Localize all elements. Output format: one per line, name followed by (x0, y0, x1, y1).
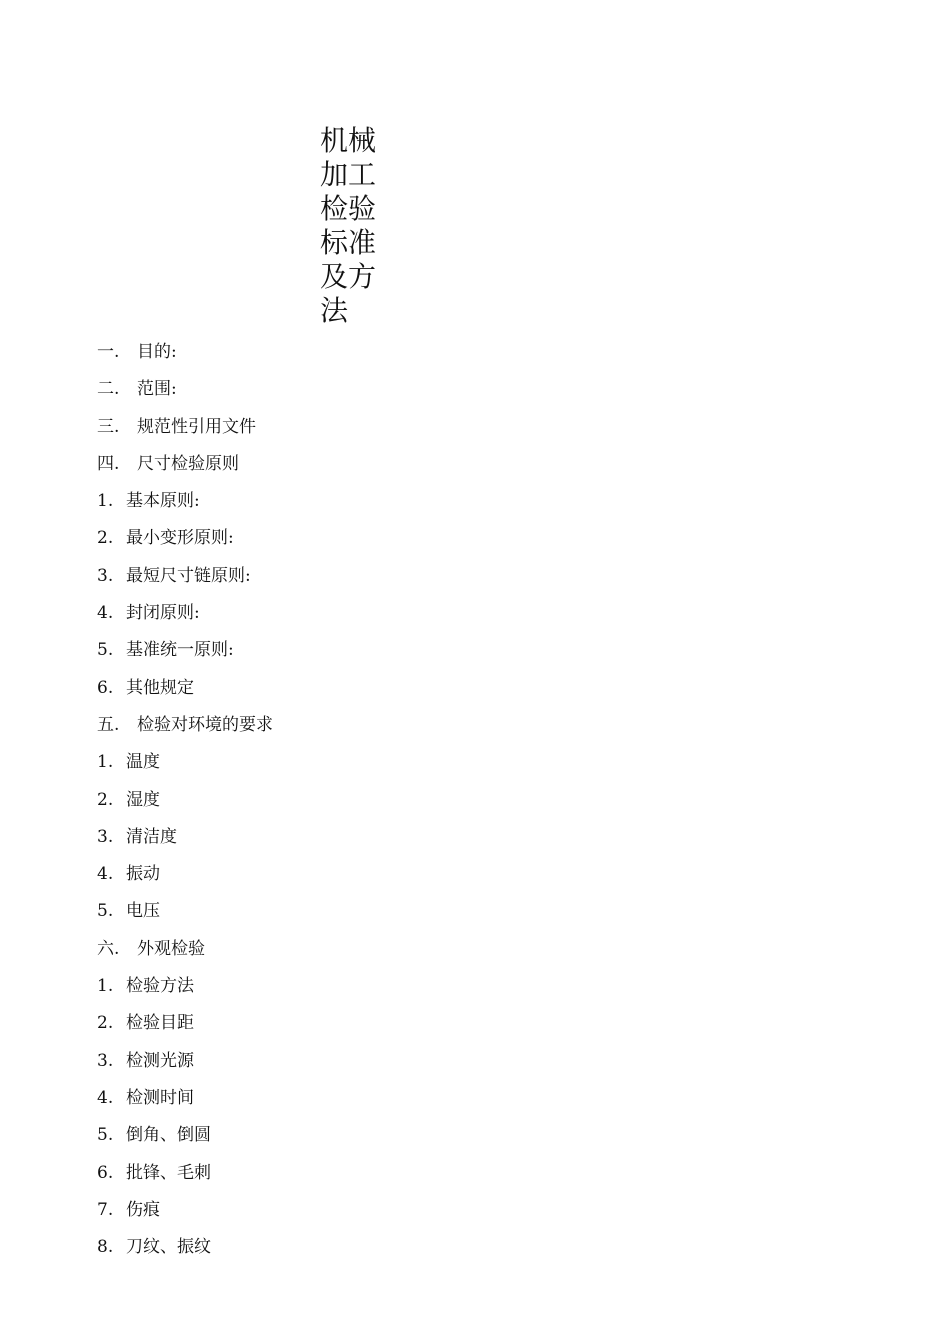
outline-item (97, 371, 273, 408)
outline-item-text: 基准统一原则: (126, 640, 234, 661)
outline-item-text: 振动 (126, 864, 160, 885)
outline-item-number: 7. (97, 1199, 114, 1220)
outline-item-number: 2. (97, 528, 114, 549)
outline-item (97, 1192, 273, 1229)
outline-item-number: 3. (97, 1050, 114, 1071)
outline-item-text: 检测时间 (126, 1087, 194, 1108)
outline-item-text: 范围: (137, 379, 177, 400)
outline-item (97, 931, 273, 968)
outline-item (97, 670, 273, 707)
outline-item-text: 清洁度 (126, 826, 177, 847)
outline-item (97, 1080, 273, 1117)
outline-item-text: 尺寸检验原则 (137, 453, 239, 474)
outline-item-number: 5. (97, 1125, 114, 1146)
outline-item (97, 1155, 273, 1192)
outline-item-number: 2. (97, 789, 114, 810)
outline-item (97, 632, 273, 669)
outline-item-text: 检测光源 (126, 1050, 194, 1071)
outline-item (97, 409, 273, 446)
outline-item-number: 一. (97, 342, 120, 362)
outline-item-number: 5. (97, 640, 114, 661)
outline-item (97, 744, 273, 781)
outline-item-number: 1. (97, 491, 114, 512)
outline-item (97, 1117, 273, 1154)
outline-item-text: 电压 (126, 901, 160, 922)
outline-item-number: 1. (97, 976, 114, 997)
outline-item-number: 3. (97, 565, 114, 586)
outline-item (97, 968, 273, 1005)
outline-item-number: 8. (97, 1237, 114, 1258)
outline-item-number: 2. (97, 1013, 114, 1034)
outline-item-text: 规范性引用文件 (137, 416, 256, 437)
outline-item-number: 1. (97, 752, 114, 773)
outline-item (97, 1005, 273, 1042)
outline-item (97, 334, 273, 371)
outline-item-number: 4. (97, 864, 114, 885)
title-line: 标准 (320, 226, 377, 259)
outline-item-text: 湿度 (126, 789, 160, 810)
outline-item (97, 1043, 273, 1080)
outline-item (97, 707, 273, 744)
outline-item-number: 5. (97, 901, 114, 922)
outline-list (97, 334, 273, 1266)
outline-item (97, 819, 273, 856)
title-line: 及方 (320, 260, 377, 293)
outline-item-text: 温度 (126, 752, 160, 773)
outline-item-text: 目的: (137, 342, 177, 362)
outline-item (97, 520, 273, 557)
outline-item-text: 检验目距 (126, 1013, 194, 1034)
outline-item-number: 六. (97, 938, 120, 959)
outline-item (97, 856, 273, 893)
outline-item-number: 五. (97, 714, 120, 735)
document-title (320, 124, 382, 328)
title-line: 机械 (320, 124, 377, 157)
outline-item (97, 1229, 273, 1266)
outline-item (97, 446, 273, 483)
outline-item-number: 四. (97, 453, 120, 474)
outline-item (97, 558, 273, 595)
outline-item-number: 6. (97, 1162, 114, 1183)
outline-item-text: 外观检验 (137, 938, 205, 959)
title-line: 加工 (320, 158, 377, 191)
outline-item-text: 刀纹、振纹 (126, 1237, 211, 1258)
outline-item-text: 检验方法 (126, 976, 194, 997)
outline-item-text: 批锋、毛刺 (126, 1162, 211, 1183)
outline-item-number: 4. (97, 603, 114, 624)
outline-item-number: 二. (97, 379, 120, 400)
outline-item-text: 基本原则: (126, 491, 200, 512)
title-line: 检验 (320, 192, 377, 225)
outline-item-text: 倒角、倒圆 (126, 1125, 211, 1146)
outline-item-number: 3. (97, 826, 114, 847)
title-line: 法 (320, 294, 349, 327)
outline-item-text: 伤痕 (126, 1199, 160, 1220)
outline-item (97, 782, 273, 819)
outline-item (97, 893, 273, 930)
outline-item-text: 封闭原则: (126, 603, 200, 624)
outline-item-number: 4. (97, 1087, 114, 1108)
outline-item (97, 595, 273, 632)
outline-item-text: 检验对环境的要求 (137, 714, 273, 735)
outline-item-number: 三. (97, 416, 120, 437)
outline-item-text: 其他规定 (126, 677, 194, 698)
outline-item-text: 最小变形原则: (126, 528, 234, 549)
outline-item-text: 最短尺寸链原则: (126, 565, 251, 586)
outline-item (97, 483, 273, 520)
outline-item-number: 6. (97, 677, 114, 698)
